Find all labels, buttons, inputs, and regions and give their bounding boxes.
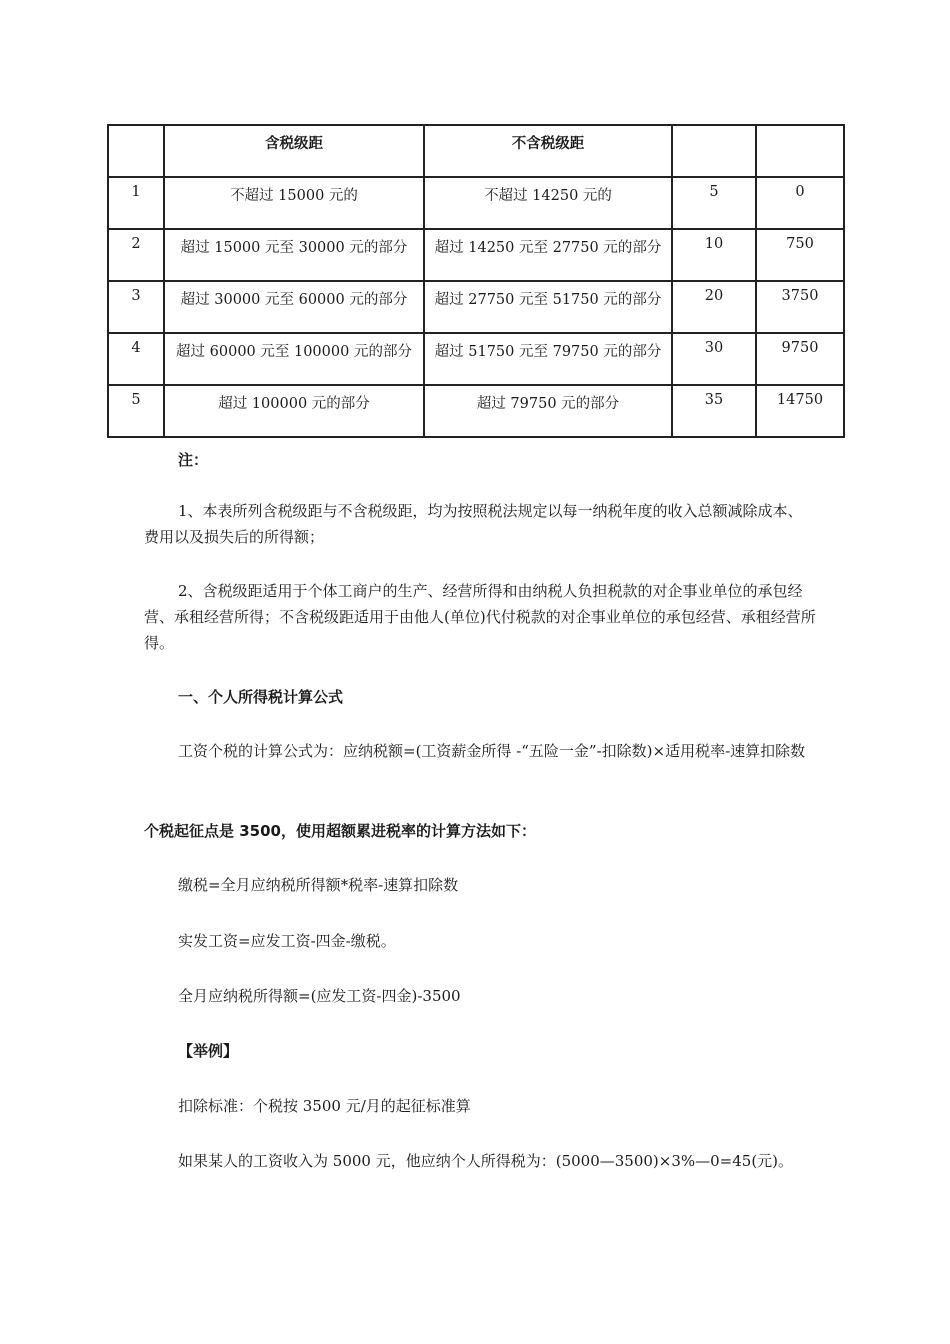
cell-deduction: 0 [756,177,844,229]
example-calculation: 如果某人的工资收入为 5000 元，他应纳个人所得税为：(5000—3500)×3%—0=45(元)。 [178,1152,794,1170]
cell-deduction: 14750 [756,385,844,437]
cell-taxable-range: 超过 15000 元至 30000 元的部分 [164,229,424,281]
header-taxable-range: 含税级距 [164,125,424,177]
cell-deduction: 3750 [756,281,844,333]
header-rate [672,125,756,177]
table-row [108,333,844,385]
tax-rate-table [107,124,845,438]
cell-level: 1 [108,177,164,229]
header-non-taxable-range: 不含税级距 [424,125,672,177]
header-deduction [756,125,844,177]
cell-level: 2 [108,229,164,281]
section-title: 一、个人所得税计算公式 [178,688,344,706]
formula-tax: 缴税=全月应纳税所得额*税率-速算扣除数 [178,876,459,894]
example-standard: 扣除标准：个税按 3500 元/月的起征标准算 [178,1097,471,1115]
cell-non-taxable-range: 超过 27750 元至 51750 元的部分 [424,281,672,333]
cell-level: 5 [108,385,164,437]
example-heading: 【举例】 [178,1042,239,1060]
cell-deduction: 9750 [756,333,844,385]
formula-income: 全月应纳税所得额=(应发工资-四金)-3500 [178,987,461,1005]
cell-level: 4 [108,333,164,385]
cell-taxable-range: 超过 100000 元的部分 [164,385,424,437]
cell-taxable-range: 超过 60000 元至 100000 元的部分 [164,333,424,385]
cell-deduction: 750 [756,229,844,281]
cell-non-taxable-range: 超过 79750 元的部分 [424,385,672,437]
threshold-paragraph: 个税起征点是 3500，使用超额累进税率的计算方法如下： [144,822,536,840]
header-level [108,125,164,177]
note-1: 1、本表所列含税级距与不含税级距，均为按照税法规定以每一纳税年度的收入总额减除成本、费用以及损失后的所得额； [144,502,803,546]
note-heading: 注： [178,451,209,469]
cell-non-taxable-range: 超过 14250 元至 27750 元的部分 [424,229,672,281]
cell-rate: 30 [672,333,756,385]
formula-salary: 实发工资=应发工资-四金-缴税。 [178,932,396,950]
cell-taxable-range: 超过 30000 元至 60000 元的部分 [164,281,424,333]
cell-non-taxable-range: 超过 51750 元至 79750 元的部分 [424,333,672,385]
cell-non-taxable-range: 不超过 14250 元的 [424,177,672,229]
cell-rate: 10 [672,229,756,281]
cell-taxable-range: 不超过 15000 元的 [164,177,424,229]
note-2: 2、含税级距适用于个体工商户的生产、经营所得和由纳税人负担税款的对企事业单位的承包经营、承租经营所得；不含税级距适用于由他人(单位)代付税款的对企事业单位的承包经营、承租经营所得。 [144,582,816,652]
table-row [108,385,844,437]
table-row [108,177,844,229]
cell-level: 3 [108,281,164,333]
cell-rate: 20 [672,281,756,333]
formula-paragraph: 工资个税的计算公式为：应纳税额=(工资薪金所得 -“五险一金”-扣除数)×适用税率-速算扣除数 [178,742,806,760]
table-header-row [108,125,844,177]
table-row [108,281,844,333]
cell-rate: 35 [672,385,756,437]
table-row [108,229,844,281]
cell-rate: 5 [672,177,756,229]
